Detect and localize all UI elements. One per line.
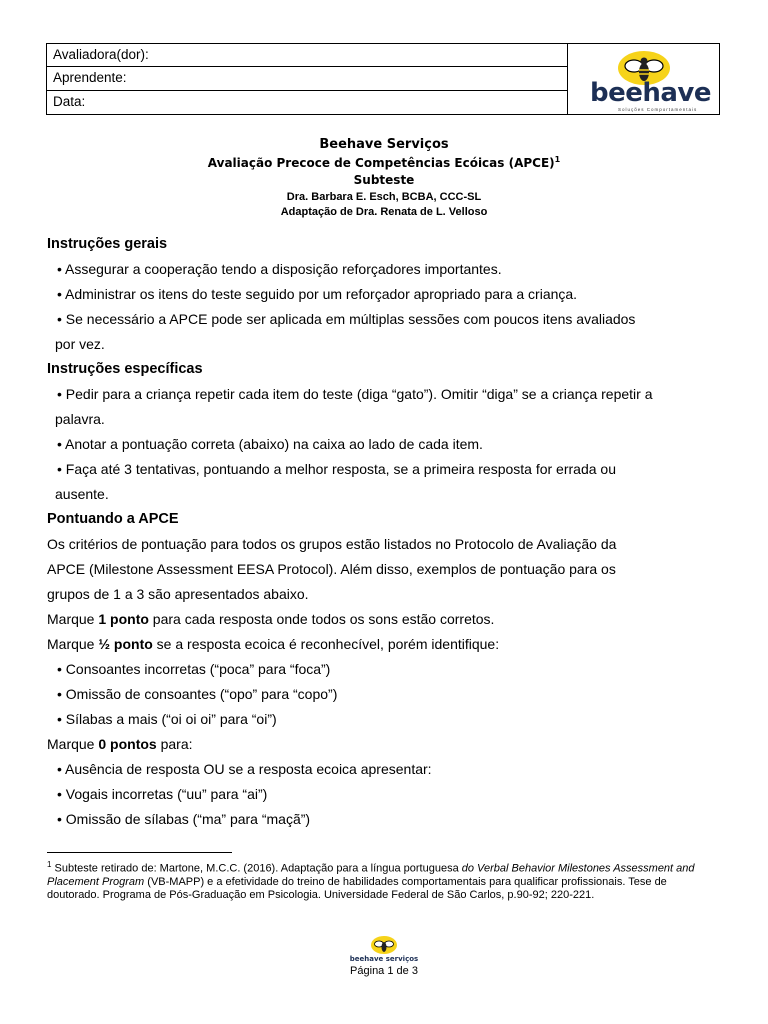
document-title: [0, 155, 768, 170]
rule-text: para:: [156, 736, 193, 752]
general-item-continuation: por vez.: [55, 336, 105, 352]
specific-item: • Anotar a pontuação correta (abaixo) na caixa ao lado de cada item.: [57, 436, 483, 452]
company-title: Beehave Serviços: [319, 137, 449, 152]
specific-item-continuation: ausente.: [55, 486, 109, 502]
scoring-paragraph-line: grupos de 1 a 3 são apresentados abaixo.: [47, 586, 309, 602]
author-line: Dra. Barbara E. Esch, BCBA, CCC-SL: [286, 191, 482, 203]
scoring-paragraph-line: Os critérios de pontuação para todos os grupos estão listados no Protocolo de Avaliação da: [47, 536, 617, 552]
document-title-text: Avaliação Precoce de Competências Ecóicas (APCE): [207, 156, 555, 170]
one-point-rule: [47, 607, 727, 632]
adaptation-line: Adaptação de Dra. Renata de L. Velloso: [280, 206, 488, 218]
footnote-marker: 1: [47, 860, 52, 869]
evaluator-field: Avaliadora(dor):: [47, 44, 567, 67]
general-item: • Se necessário a APCE pode ser aplicada em múltiplas sessões com poucos itens avaliados: [57, 311, 636, 327]
document-subtitle: Subteste: [353, 173, 415, 187]
rule-score: 0 pontos: [98, 736, 157, 752]
footer-bee-icon: [343, 933, 425, 955]
footnote-text-b: (VB-MAPP) e a efetividade do treino de habilidades comportamentais para qualificar profissionais. Tese de doutorado. Programa de Pós-Graduação em Psicologia. Universidade Federal de São Carlos, p.90-92; 220-221.: [47, 875, 667, 901]
zero-point-item: • Ausência de resposta OU se a resposta ecoica apresentar:: [57, 761, 432, 777]
footnote-ref: 1: [554, 155, 561, 164]
rule-prefix: Marque: [47, 636, 99, 652]
footnote-divider: [47, 852, 232, 853]
logo-wordmark: beehave: [590, 78, 712, 108]
page-number: Página 1 de 3: [350, 965, 418, 977]
general-item: • Assegurar a cooperação tendo a disposição reforçadores importantes.: [57, 261, 502, 277]
footnote: [47, 858, 721, 902]
beehave-logo: [568, 44, 720, 114]
scoring-paragraph-line: APCE (Milestone Assessment EESA Protocol). Além disso, exemplos de pontuação para os: [47, 561, 616, 577]
document-body: [47, 232, 727, 832]
general-item: • Administrar os itens do teste seguido por um reforçador apropriado para a criança.: [57, 286, 578, 302]
zero-point-rule: [47, 732, 727, 757]
rule-score: ½ ponto: [98, 636, 153, 652]
specific-item: • Pedir para a criança repetir cada item do teste (diga “gato”). Omitir “diga” se a criança repetir a: [57, 386, 653, 402]
zero-point-item: • Omissão de sílabas (“ma” para “maçã”): [57, 811, 311, 827]
rule-prefix: Marque: [47, 736, 99, 752]
specific-item-continuation: palavra.: [55, 411, 105, 427]
half-point-item: • Omissão de consoantes (“opo” para “copo”): [57, 686, 338, 702]
specific-instructions-heading: Instruções específicas: [47, 361, 203, 377]
logo-tagline: Soluções Comportamentais: [618, 107, 698, 112]
specific-item: • Faça até 3 tentativas, pontuando a melhor resposta, se a primeira resposta for errada ou: [57, 461, 616, 477]
scoring-heading: Pontuando a APCE: [47, 511, 179, 527]
date-field: Data:: [53, 93, 86, 109]
half-point-item: • Sílabas a mais (“oi oi oi” para “oi”): [57, 711, 277, 727]
rule-text: se a resposta ecoica é reconhecível, porém identifique:: [152, 636, 500, 652]
footnote-italic: do Verbal Behavior Milestones Assessment and Placement Program: [47, 862, 695, 888]
learner-field: Aprendente:: [47, 67, 567, 90]
header-fields: [47, 44, 568, 114]
header-table: [46, 43, 720, 115]
rule-text: para cada resposta onde todos os sons estão corretos.: [148, 611, 495, 627]
rule-score: 1 ponto: [98, 611, 149, 627]
footnote-text-a: Subteste retirado de: Martone, M.C.C. (2016). Adaptação para a língua portuguesa: [51, 862, 462, 875]
half-point-rule: [47, 632, 727, 657]
half-point-item: • Consoantes incorretas (“poca” para “foca”): [57, 661, 331, 677]
general-instructions-heading: Instruções gerais: [47, 236, 168, 252]
rule-prefix: Marque: [47, 611, 99, 627]
zero-point-item: • Vogais incorretas (“uu” para “ai”): [57, 786, 268, 802]
footer-brand: beehave serviços: [349, 955, 419, 963]
